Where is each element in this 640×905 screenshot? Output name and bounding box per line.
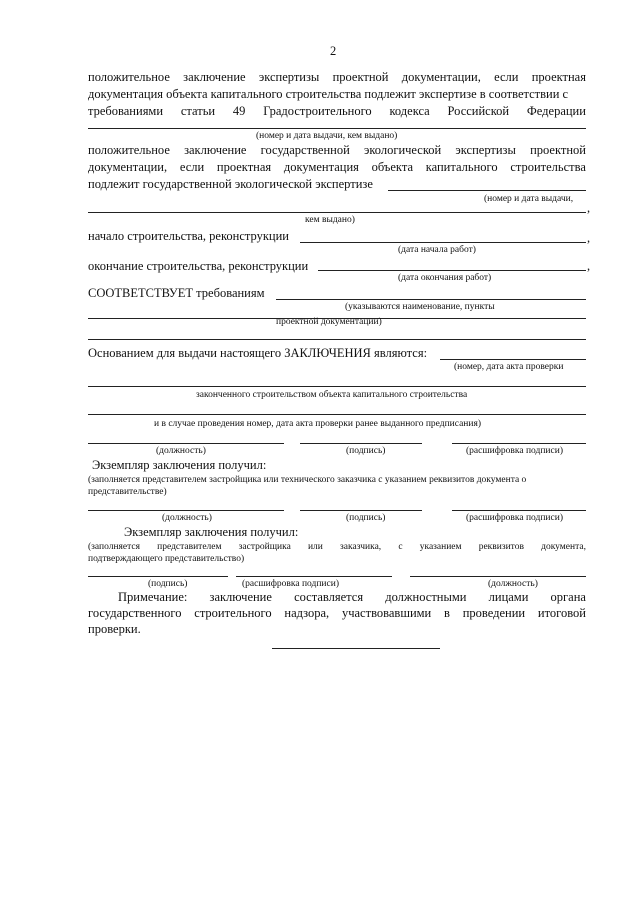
word: лицами	[488, 590, 529, 604]
comma: ,	[587, 201, 591, 215]
fill-line-expertise[interactable]	[88, 128, 586, 129]
caption-basis-3: и в случае проведения номер, дата акта проверки ранее выданного предписания)	[154, 419, 482, 429]
word: проектной	[530, 143, 586, 157]
word: документа,	[541, 542, 586, 552]
word: составляется	[294, 590, 364, 604]
page-number: 2	[330, 44, 337, 58]
complies-field[interactable]	[276, 299, 586, 300]
word: капитального	[425, 160, 498, 174]
caption-decoding: (расшифровка подписи)	[466, 446, 563, 456]
caption-decoding: (расшифровка подписи)	[242, 579, 339, 589]
word: застройщика	[238, 542, 291, 552]
word: указанием	[419, 542, 462, 552]
word: статьи	[180, 104, 216, 118]
sig1-position-field[interactable]	[88, 443, 284, 444]
end-date-field[interactable]	[318, 270, 586, 271]
copy2-label: Экземпляр заключения получил:	[124, 525, 299, 539]
word: с	[398, 542, 403, 552]
comma: ,	[587, 259, 591, 273]
word: (заполняется	[88, 542, 140, 552]
complies-label: СООТВЕТСТВУЕТ требованиям	[88, 286, 265, 300]
word: положительное	[88, 143, 170, 157]
sig2-decoding-field[interactable]	[452, 510, 586, 511]
word: государственного	[88, 606, 182, 620]
word: органа	[550, 590, 586, 604]
word: 49	[232, 104, 246, 118]
start-date-field[interactable]	[300, 242, 586, 243]
word: проектная	[216, 160, 272, 174]
p2-line-2	[88, 160, 586, 175]
word: строительства	[510, 160, 586, 174]
word: проектной	[332, 70, 389, 84]
caption-basis-2: законченного строительством объекта капитального строительства	[196, 390, 468, 400]
word: если	[179, 160, 205, 174]
caption-basis-1: (номер, дата акта проверки	[454, 362, 564, 372]
word: Градостроительного	[263, 104, 372, 118]
copy1-note-1: (заполняется представителем застройщика или технического заказчика с указанием реквизитов документа о	[88, 475, 527, 485]
sig3-signature-field[interactable]	[88, 576, 228, 577]
word: проектная	[531, 70, 586, 84]
word: экспертизы	[455, 143, 516, 157]
copy1-note-2: представительстве)	[88, 487, 167, 497]
caption-decoding: (расшифровка подписи)	[466, 513, 563, 523]
sig3-decoding-field[interactable]	[236, 576, 392, 577]
sig2-signature-field[interactable]	[300, 510, 422, 511]
word: участвовавшими	[341, 606, 432, 620]
caption-position: (должность)	[162, 513, 212, 523]
caption-start-date: (дата начала работ)	[398, 245, 476, 255]
p1-line-2: документация объекта капитального строительства подлежит экспертизе в соответствии с	[88, 87, 569, 101]
word: итоговой	[537, 606, 586, 620]
word: строительного	[194, 606, 272, 620]
word: заключение	[183, 70, 246, 84]
p1-line-3	[88, 104, 586, 119]
end-label: окончание строительства, реконструкции	[88, 259, 309, 273]
word: реквизитов	[478, 542, 524, 552]
basis-field[interactable]	[440, 359, 586, 360]
word: требованиями	[88, 104, 164, 118]
word: представителем	[157, 542, 222, 552]
word: положительное	[88, 70, 170, 84]
word: экологической	[363, 143, 442, 157]
copy2-note-2: подтверждающего представительство)	[88, 554, 245, 564]
note-line-3: проверки.	[88, 622, 141, 636]
caption-signature: (подпись)	[346, 513, 386, 523]
caption-end-date: (дата окончания работ)	[398, 273, 492, 283]
basis-label: Основанием для выдачи настоящего ЗАКЛЮЧЕНИЯ являются:	[88, 346, 428, 360]
fill-line-eco-expertise[interactable]	[388, 190, 586, 191]
sig3-position-field[interactable]	[410, 576, 586, 577]
basis-field-3[interactable]	[88, 414, 586, 415]
fill-line-eco-expertise-2[interactable]	[88, 212, 586, 213]
comma: ,	[587, 231, 591, 245]
word: экспертизы	[258, 70, 320, 84]
p1-line-1	[88, 70, 586, 85]
word: государственной	[260, 143, 350, 157]
sig2-position-field[interactable]	[88, 510, 284, 511]
word: в	[444, 606, 450, 620]
word: кодекса	[389, 104, 430, 118]
end-rule	[272, 648, 440, 649]
word: документации,	[401, 70, 481, 84]
caption-eco-1: (номер и дата выдачи,	[484, 194, 574, 204]
note-line-1	[118, 590, 586, 605]
word: Российской	[447, 104, 510, 118]
start-label: начало строительства, реконструкции	[88, 229, 289, 243]
caption-expertise: (номер и дата выдачи, кем выдано)	[256, 131, 398, 141]
copy1-label: Экземпляр заключения получил:	[92, 458, 267, 472]
word: Примечание:	[118, 590, 188, 604]
p2-line-1	[88, 143, 586, 158]
sig1-decoding-field[interactable]	[452, 443, 586, 444]
p2-line-3: подлежит государственной экологической экспертизе	[88, 177, 373, 191]
word: Федерации	[526, 104, 586, 118]
caption-signature: (подпись)	[148, 579, 188, 589]
sig1-signature-field[interactable]	[300, 443, 422, 444]
caption-signature: (подпись)	[346, 446, 386, 456]
word: надзора,	[284, 606, 330, 620]
word: документация	[283, 160, 359, 174]
caption-complies-2: проектной документации)	[276, 317, 382, 327]
caption-eco-2: кем выдано)	[305, 215, 355, 225]
note-line-2	[88, 606, 586, 621]
copy2-note-1	[88, 542, 586, 552]
word: документации,	[88, 160, 168, 174]
word: проведении	[462, 606, 526, 620]
word: или	[307, 542, 323, 552]
caption-complies-1: (указываются наименование, пункты	[345, 302, 495, 312]
word: заключение	[184, 143, 247, 157]
caption-position: (должность)	[488, 579, 538, 589]
word: объекта	[371, 160, 413, 174]
caption-position: (должность)	[156, 446, 206, 456]
word: должностными	[385, 590, 467, 604]
complies-field-3[interactable]	[88, 339, 586, 340]
word: заказчика,	[340, 542, 382, 552]
word: если	[494, 70, 519, 84]
word: заключение	[209, 590, 272, 604]
basis-field-2[interactable]	[88, 386, 586, 387]
